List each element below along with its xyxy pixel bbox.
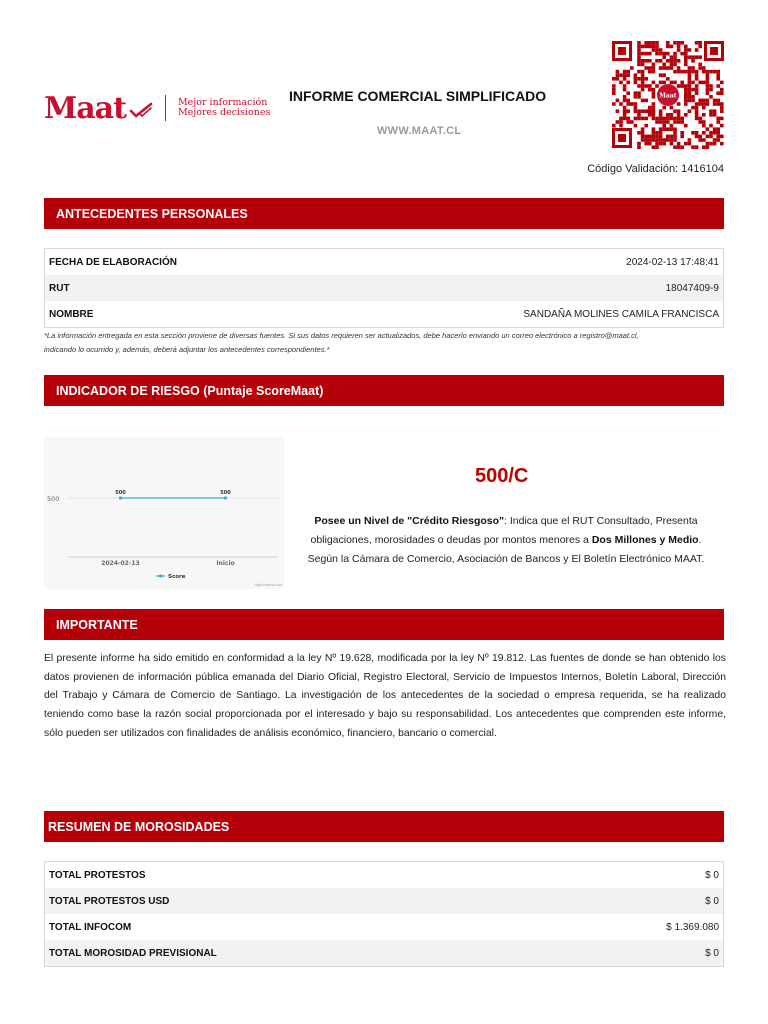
legend-marker — [159, 574, 162, 577]
maat-logo — [44, 88, 270, 128]
logo-divider — [165, 95, 166, 121]
x-tick-label: 2024-02-13 — [101, 560, 140, 567]
table-row: FECHA DE ELABORACIÓN 2024-02-13 17:48:41 — [49, 256, 719, 268]
table-row: TOTAL PROTESTOS $ 0 — [49, 869, 719, 881]
data-point — [224, 496, 227, 499]
table-row: TOTAL INFOCOM $ 1.369.080 — [49, 921, 719, 933]
y-tick-label: 500 — [47, 495, 60, 503]
x-tick-label: Inicio — [216, 560, 235, 567]
personal-table — [44, 248, 724, 328]
morosidades-table — [44, 861, 724, 967]
score-value: 500/C — [475, 465, 529, 487]
section-risk: INDICADOR DE RIESGO (Puntaje ScoreMaat) — [44, 375, 724, 406]
data-label: 500 — [220, 490, 231, 496]
data-point — [119, 496, 122, 499]
section-important: IMPORTANTE — [44, 609, 724, 640]
section-morosidades: RESUMEN DE MOROSIDADES — [44, 811, 724, 842]
report-title: INFORME COMERCIAL SIMPLIFICADO — [289, 88, 547, 104]
score-chart — [44, 437, 284, 589]
score-description: Posee un Nivel de "Crédito Riesgoso": Indica que el RUT Consultado, Presenta obligaciones, morosidades o deudas por montos menores a Dos Millones y Medio. Según la Cámara de Comercio, Asociación de Bancos y El Boletín Electrónico MAAT. — [307, 515, 705, 565]
chart-credit: Highcharts.com — [254, 583, 282, 587]
section-personal: ANTECEDENTES PERSONALES — [44, 198, 724, 229]
website-link[interactable]: WWW.MAAT.CL — [377, 125, 462, 137]
checkmark-icon — [129, 102, 153, 118]
qr-center-logo: Maat — [659, 92, 677, 100]
table-row: TOTAL PROTESTOS USD $ 0 — [45, 888, 723, 914]
data-label: 500 — [115, 490, 126, 496]
table-row: NOMBRE SANDAÑA MOLINES CAMILA FRANCISCA — [49, 308, 719, 320]
logo-tagline: Mejor información Mejores decisiones — [177, 97, 271, 118]
table-row: RUT 18047409-9 — [45, 275, 723, 301]
personal-note: *La información entregada en esta sección proviene de diversas fuentes. Si sus datos requieren ser actualizados, debe hacerlo enviando un correo electrónico a registro@maat.cl, indicando lo ocurrido y, además, deberá adjuntar los antecedentes correspondientes.* — [44, 331, 639, 354]
validation-code: Código Validación: 1416104 — [587, 163, 724, 175]
logo-wordmark: Maat — [44, 90, 126, 126]
important-text: El presente informe ha sido emitido en conformidad a la ley Nº 19.628, modificada por la ley Nº 19.812. Las fuentes de donde se han obtenido los datos provienen de información pública emanada del Diario Oficial, Registro Electoral, Servicio de Impuestos Internos, Boletín Laboral, Dirección del Trabajo y Cámara de Comercio de Santiago. La investigación de los antecedentes de la sociedad o empresa requerida, se ha realizado teniendo como base la razón social proporcionada por el interesado y bajo su responsabilidad. Los antecedentes que comprenden este informe, sólo pueden ser utilizados con finalidades de análisis económico, financiero, bancario o comercial. — [44, 653, 726, 739]
legend-label: Score — [168, 574, 186, 580]
qr-code — [611, 40, 725, 150]
table-row: TOTAL MOROSIDAD PREVISIONAL $ 0 — [45, 940, 723, 966]
